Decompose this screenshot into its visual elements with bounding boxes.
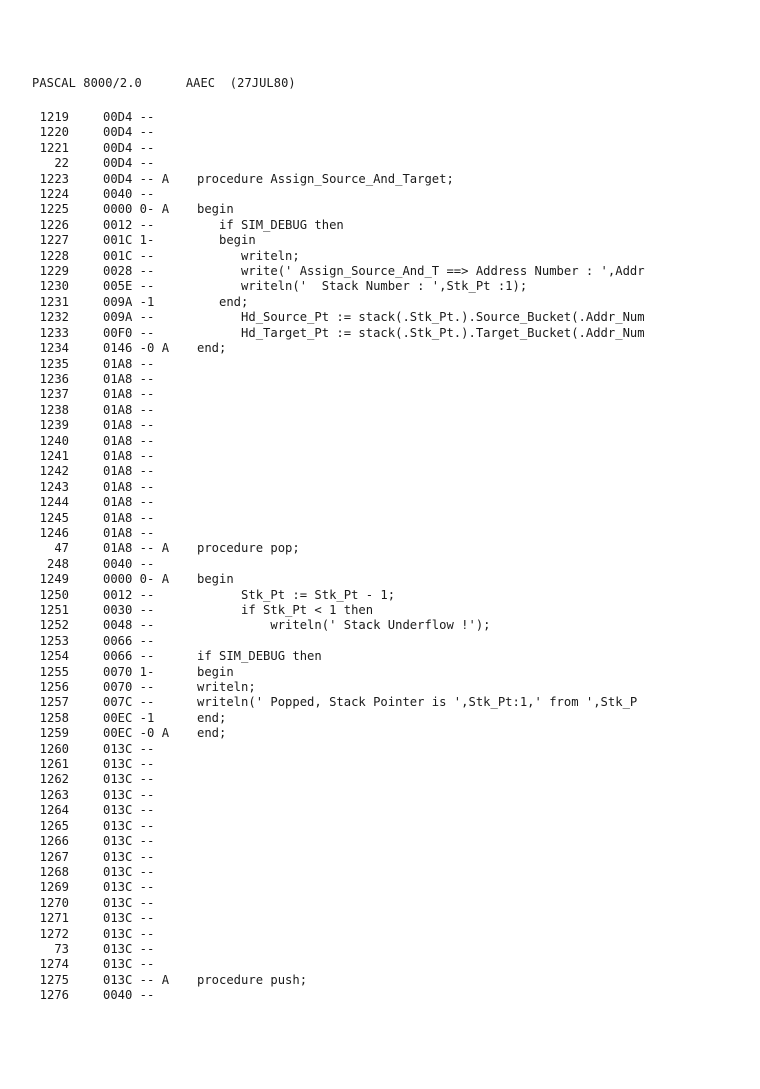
listing-line [33, 110, 753, 125]
source-code: writeln(' Stack Underflow !'); [197, 618, 491, 633]
address-column: 01A8 -- [103, 479, 155, 494]
source-code: Hd_Source_Pt := stack(.Stk_Pt.).Source_Bucket(.Addr_Num [197, 310, 645, 325]
address-column: 001C -- [103, 248, 155, 263]
listing-line [33, 819, 753, 834]
listing-line [33, 172, 753, 187]
address-column: 00D4 -- [103, 125, 155, 140]
listing-line [33, 742, 753, 757]
compile-date: (27JUL80) [229, 76, 296, 90]
line-number: 1275 [39, 972, 69, 987]
listing-line [33, 865, 753, 880]
line-number: 1237 [39, 387, 69, 402]
line-number: 1269 [39, 880, 69, 895]
address-column: 013C -- [103, 880, 155, 895]
address-column: 01A8 -- [103, 525, 155, 540]
address-column: 01A8 -- [103, 418, 155, 433]
address-column: 00D4 -- [103, 140, 155, 155]
listing-line [33, 711, 753, 726]
line-number: 1254 [39, 649, 69, 664]
listing-line [33, 233, 753, 248]
address-column: 0028 -- [103, 264, 155, 279]
address-column: 0070 1- [103, 664, 155, 679]
listing-line [33, 588, 753, 603]
line-number: 1234 [39, 341, 69, 356]
address-column: 013C -- [103, 818, 155, 833]
source-code: writeln(' Stack Number : ',Stk_Pt :1); [197, 279, 528, 294]
source-code: begin [197, 202, 234, 217]
listing-line [33, 495, 753, 510]
source-code: begin [197, 664, 234, 679]
source-code: end; [197, 341, 227, 356]
listing-line [33, 449, 753, 464]
listing-line [33, 726, 753, 741]
line-number: 248 [46, 556, 69, 571]
listing-line [33, 295, 753, 310]
address-column: 013C -- A [103, 972, 170, 987]
listing-line [33, 511, 753, 526]
source-code: if Stk_Pt < 1 then [197, 603, 374, 617]
line-number: 1227 [39, 233, 69, 248]
address-column: 0012 -- [103, 217, 155, 232]
line-number: 1257 [39, 695, 69, 710]
address-column: 013C -- [103, 787, 155, 802]
line-number: 1265 [39, 818, 69, 833]
line-number: 1236 [39, 371, 69, 386]
address-column: 0066 -- [103, 633, 155, 648]
listing-line [33, 480, 753, 495]
address-column: 0000 0- A [103, 202, 170, 217]
source-code: if SIM_DEBUG then [197, 649, 322, 664]
address-column: 01A8 -- [103, 371, 155, 386]
line-number: 1262 [39, 772, 69, 787]
address-column: 005E -- [103, 279, 155, 294]
address-column: 0066 -- [103, 649, 155, 664]
listing-line [33, 603, 753, 618]
listing-line [33, 649, 753, 664]
listing-line [33, 279, 753, 294]
source-code: procedure Assign_Source_And_Target; [197, 171, 454, 186]
line-number: 1261 [39, 757, 69, 772]
address-column: 013C -- [103, 803, 155, 818]
listing-line [33, 187, 753, 202]
address-column: 013C -- [103, 757, 155, 772]
line-number: 1274 [39, 957, 69, 972]
listing-line [33, 141, 753, 156]
listing-line [33, 541, 753, 556]
line-number: 1258 [39, 710, 69, 725]
source-code: end; [197, 294, 249, 309]
line-number: 1243 [39, 479, 69, 494]
line-number: 1259 [39, 726, 69, 741]
listing-line [33, 403, 753, 418]
listing-line [33, 911, 753, 926]
address-column: 013C -- [103, 941, 155, 956]
line-number: 1231 [39, 294, 69, 309]
line-number: 47 [54, 541, 69, 556]
listing-line [33, 665, 753, 680]
address-column: 013C -- [103, 741, 155, 756]
line-number: 1242 [39, 464, 69, 479]
listing-line [33, 957, 753, 972]
listing-line [33, 341, 753, 356]
listing-line [33, 988, 753, 1003]
address-column: 013C -- [103, 957, 155, 972]
source-code: begin [197, 233, 256, 248]
listing-line [33, 973, 753, 988]
source-code: if SIM_DEBUG then [197, 217, 344, 232]
line-number: 1256 [39, 680, 69, 695]
line-number: 1220 [39, 125, 69, 140]
line-number: 1250 [39, 587, 69, 602]
address-column: 0146 -0 A [103, 341, 170, 356]
address-column: 0012 -- [103, 587, 155, 602]
address-column: 009A -- [103, 310, 155, 325]
line-number: 73 [54, 941, 69, 956]
listing-line [33, 803, 753, 818]
listing-line [33, 572, 753, 587]
source-code: begin [197, 572, 234, 587]
address-column: 013C -- [103, 911, 155, 926]
line-number: 1246 [39, 525, 69, 540]
line-number: 1271 [39, 911, 69, 926]
address-column: 01A8 -- [103, 464, 155, 479]
listing-line [33, 372, 753, 387]
address-column: 01A8 -- [103, 356, 155, 371]
listing-line [33, 464, 753, 479]
listing-line [33, 387, 753, 402]
listing-line [33, 326, 753, 341]
source-code: procedure pop; [197, 541, 300, 556]
source-code: Hd_Target_Pt := stack(.Stk_Pt.).Target_Bucket(.Addr_Num [197, 325, 645, 340]
listing-line [33, 526, 753, 541]
address-column: 0000 0- A [103, 572, 170, 587]
line-number: 1225 [39, 202, 69, 217]
listing-line [33, 695, 753, 710]
source-code: writeln; [197, 680, 256, 695]
listing-line [33, 218, 753, 233]
listing-line [33, 434, 753, 449]
line-number: 1240 [39, 433, 69, 448]
listing-line [33, 557, 753, 572]
source-code: end; [197, 726, 227, 741]
address-column: 0040 -- [103, 187, 155, 202]
address-column: 013C -- [103, 834, 155, 849]
line-number: 1263 [39, 787, 69, 802]
listing-line [33, 125, 753, 140]
listing-line [33, 249, 753, 264]
listing-line [33, 880, 753, 895]
listing-line [33, 634, 753, 649]
compiler-title: PASCAL 8000/2.0 [32, 76, 142, 90]
listing-line [33, 788, 753, 803]
line-number: 1253 [39, 633, 69, 648]
source-code: write(' Assign_Source_And_T ==> Address Number : ',Addr [197, 264, 645, 279]
address-column: 013C -- [103, 864, 155, 879]
line-number: 1224 [39, 187, 69, 202]
address-column: 001C 1- [103, 233, 155, 248]
line-number: 1233 [39, 325, 69, 340]
line-number: 1251 [39, 603, 69, 617]
address-column: 00EC -0 A [103, 726, 170, 741]
line-number: 1230 [39, 279, 69, 294]
address-column: 01A8 -- [103, 402, 155, 417]
address-column: 00EC -1 [103, 710, 155, 725]
listing-line [33, 942, 753, 957]
address-column: 007C -- [103, 695, 155, 710]
address-column: 009A -1 [103, 294, 155, 309]
listing-line [33, 927, 753, 942]
line-number: 22 [54, 156, 69, 171]
address-column: 0040 -- [103, 556, 155, 571]
address-column: 01A8 -- [103, 495, 155, 510]
listing-line [33, 310, 753, 325]
line-number: 1264 [39, 803, 69, 818]
listing-line [33, 618, 753, 633]
source-code: end; [197, 710, 227, 725]
line-number: 1221 [39, 140, 69, 155]
line-number: 1272 [39, 926, 69, 941]
address-column: 00D4 -- A [103, 171, 170, 186]
listing-line [33, 680, 753, 695]
line-number: 1228 [39, 248, 69, 263]
listing-line [33, 264, 753, 279]
listing-line [33, 357, 753, 372]
address-column: 0070 -- [103, 680, 155, 695]
line-number: 1226 [39, 217, 69, 232]
line-number: 1266 [39, 834, 69, 849]
line-number: 1276 [39, 988, 69, 1003]
line-number: 1223 [39, 171, 69, 186]
listing-line [33, 772, 753, 787]
address-column: 00D4 -- [103, 156, 155, 171]
listing-line [33, 896, 753, 911]
source-code: writeln(' Popped, Stack Pointer is ',Stk_Pt:1,' from ',Stk_P [197, 695, 638, 710]
line-number: 1260 [39, 741, 69, 756]
line-number: 1244 [39, 495, 69, 510]
address-column: 01A8 -- [103, 510, 155, 525]
address-column: 00F0 -- [103, 325, 155, 340]
listing-line [33, 156, 753, 171]
address-column: 01A8 -- A [103, 541, 170, 556]
line-number: 1238 [39, 402, 69, 417]
line-number: 1255 [39, 664, 69, 679]
line-number: 1235 [39, 356, 69, 371]
line-number: 1268 [39, 864, 69, 879]
listing-line [33, 418, 753, 433]
address-column: 013C -- [103, 772, 155, 787]
line-number: 1245 [39, 510, 69, 525]
address-column: 013C -- [103, 895, 155, 910]
program-name: AAEC [185, 76, 216, 90]
listing-line [33, 834, 753, 849]
source-listing [33, 110, 753, 1004]
line-number: 1249 [39, 572, 69, 587]
line-number: 1219 [39, 110, 69, 124]
line-number: 1270 [39, 895, 69, 910]
address-column: 01A8 -- [103, 448, 155, 463]
listing-line [33, 202, 753, 217]
address-column: 00D4 -- [103, 110, 155, 124]
line-number: 1229 [39, 264, 69, 279]
address-column: 0040 -- [103, 988, 155, 1003]
address-column: 0030 -- [103, 603, 155, 617]
line-number: 1232 [39, 310, 69, 325]
address-column: 0048 -- [103, 618, 155, 633]
address-column: 01A8 -- [103, 387, 155, 402]
source-code: procedure push; [197, 972, 308, 987]
source-code: Stk_Pt := Stk_Pt - 1; [197, 587, 396, 602]
address-column: 01A8 -- [103, 433, 155, 448]
address-column: 013C -- [103, 849, 155, 864]
line-number: 1267 [39, 849, 69, 864]
line-number: 1252 [39, 618, 69, 633]
listing-header [32, 76, 296, 90]
source-code: writeln; [197, 248, 300, 263]
listing-line [33, 757, 753, 772]
line-number: 1239 [39, 418, 69, 433]
listing-line [33, 850, 753, 865]
line-number: 1241 [39, 448, 69, 463]
address-column: 013C -- [103, 926, 155, 941]
